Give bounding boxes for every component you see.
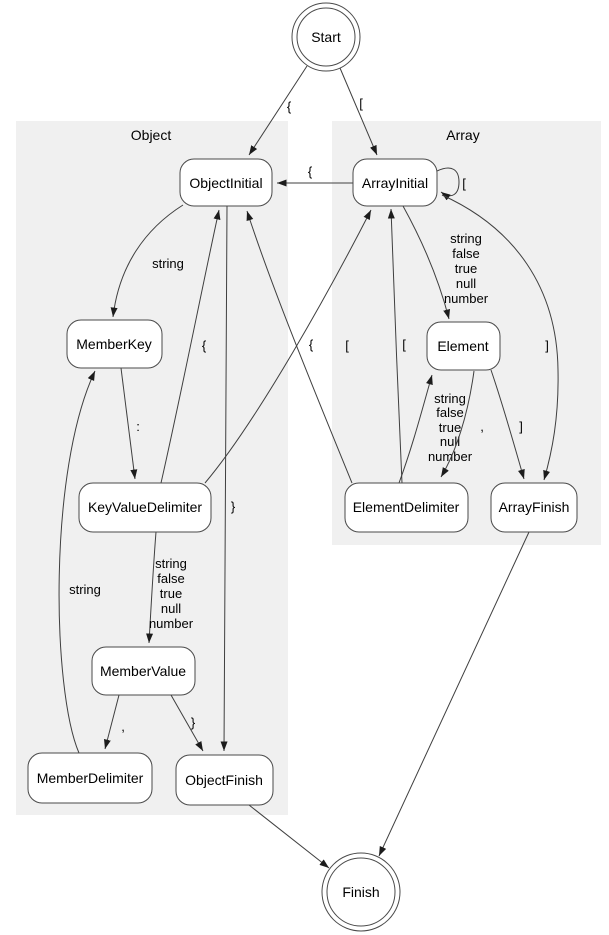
node-array-finish <box>491 483 577 532</box>
svg-text:false: false <box>157 571 185 586</box>
svg-text:string: string <box>155 556 187 571</box>
svg-text:true: true <box>159 586 183 601</box>
node-key-value-delimiter <box>79 483 211 532</box>
node-finish-label: Finish <box>342 884 380 900</box>
node-key-value-delimiter-label: KeyValueDelimiter <box>87 499 203 515</box>
cluster-object <box>16 121 288 815</box>
node-object-initial-label: ObjectInitial <box>189 175 263 191</box>
svg-text:string: string <box>434 391 466 406</box>
edge-label-array-initial-to-array-finish: ] <box>545 338 549 353</box>
svg-text:string: string <box>450 231 482 246</box>
edge-label-element-delimiter-to-object-initial: { <box>308 337 314 352</box>
node-object-finish-label: ObjectFinish <box>185 772 263 788</box>
edge-array-finish-to-finish <box>379 532 529 856</box>
node-object-finish <box>176 755 273 805</box>
edge-label-element-to-array-finish: ] <box>519 419 523 434</box>
cluster-object-box <box>16 121 288 815</box>
edge-label-element-delimiter-to-array-initial: [ <box>402 337 406 352</box>
edge-label-object-initial-to-object-finish: } <box>230 499 236 514</box>
node-element-delimiter-label: ElementDelimiter <box>352 499 460 515</box>
edge-label-array-initial-to-object-initial: { <box>307 164 313 179</box>
edge-label-start-to-array-initial: [ <box>359 96 363 111</box>
node-array-finish-label: ArrayFinish <box>498 499 570 515</box>
svg-text:true: true <box>438 420 462 435</box>
edge-label-element-to-element-delimiter: , <box>480 419 484 434</box>
svg-text:number: number <box>427 449 473 464</box>
node-member-value <box>92 647 195 695</box>
svg-text:null: null <box>455 276 477 291</box>
node-element <box>427 322 500 370</box>
node-start <box>292 3 360 71</box>
node-array-initial <box>353 159 437 206</box>
edge-label-key-value-delimiter-to-array-initial: [ <box>345 338 349 353</box>
node-start-label: Start <box>311 29 341 45</box>
cluster-array-label: Array <box>446 127 480 143</box>
node-array-initial-label: ArrayInitial <box>361 175 429 191</box>
node-finish <box>322 853 400 931</box>
edge-label-object-initial-to-member-key: string <box>152 256 184 271</box>
node-member-key <box>67 320 162 368</box>
edge-label-array-initial-self-loop: [ <box>462 176 466 191</box>
node-member-value-label: MemberValue <box>99 663 187 679</box>
svg-text:number: number <box>148 616 194 631</box>
edge-label-start-to-object-initial: { <box>286 99 292 114</box>
edge-label-key-value-delimiter-to-object-initial: { <box>201 338 207 353</box>
edge-label-member-delimiter-to-member-key: string <box>69 582 101 597</box>
svg-text:false: false <box>452 246 480 261</box>
svg-text:null: null <box>160 601 182 616</box>
node-object-initial <box>180 159 272 206</box>
node-element-delimiter <box>345 483 468 532</box>
svg-text:true: true <box>454 261 478 276</box>
svg-text:number: number <box>443 291 489 306</box>
node-member-key-label: MemberKey <box>76 336 152 352</box>
edge-label-member-value-to-member-delimiter: , <box>121 719 125 734</box>
node-member-delimiter <box>28 753 152 803</box>
svg-text:false: false <box>436 405 464 420</box>
svg-text:null: null <box>439 434 461 449</box>
cluster-object-label: Object <box>130 127 172 143</box>
edge-label-member-key-to-key-value-delimiter: : <box>136 419 140 434</box>
node-member-delimiter-label: MemberDelimiter <box>36 770 144 786</box>
edge-object-finish-to-finish <box>249 805 329 868</box>
node-element-label: Element <box>437 338 489 354</box>
edge-label-member-value-to-object-finish: } <box>190 715 196 730</box>
